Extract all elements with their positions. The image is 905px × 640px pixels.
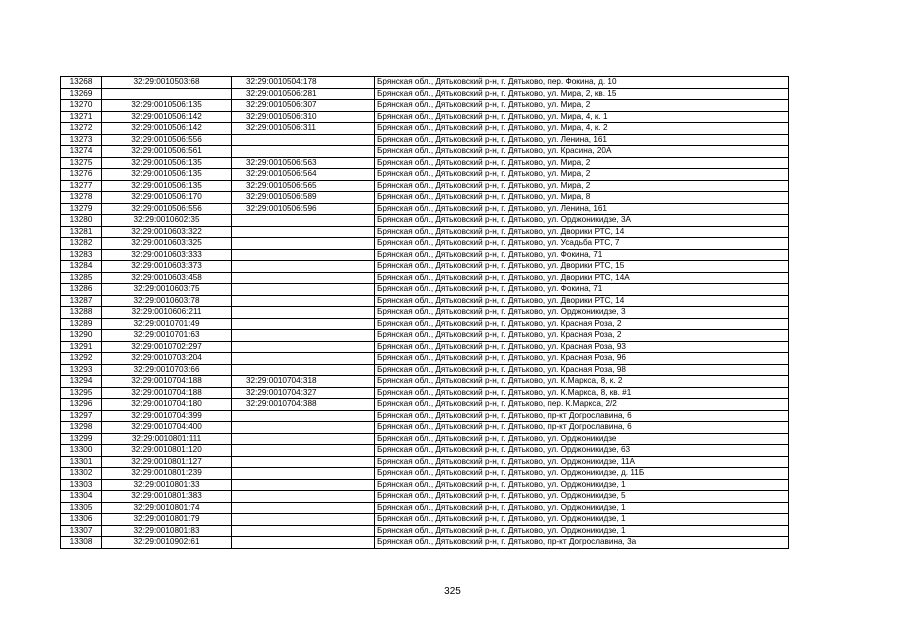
- object-number-cell: 32:29:0010704:388: [232, 399, 375, 411]
- table-row: [61, 88, 789, 100]
- address-cell: Брянская обл., Дятьковский р-н, г. Дятьково, ул. Орджоникидзе, 63: [375, 445, 789, 457]
- object-number-cell: 32:29:0010506:564: [232, 169, 375, 181]
- parcel-number-cell: 32:29:0010603:78: [102, 295, 232, 307]
- parcel-number-cell: 32:29:0010801:79: [102, 514, 232, 526]
- address-cell: Брянская обл., Дятьковский р-н, г. Дятьково, ул. Красина, 20А: [375, 146, 789, 158]
- table-row: [61, 410, 789, 422]
- object-number-cell: [232, 468, 375, 480]
- row-number-cell: 13302: [61, 468, 102, 480]
- table-row: [61, 77, 789, 89]
- table-row: [61, 399, 789, 411]
- row-number-cell: 13286: [61, 284, 102, 296]
- table-row: [61, 445, 789, 457]
- address-cell: Брянская обл., Дятьковский р-н, г. Дятьково, ул. Орджоникидзе, 11А: [375, 456, 789, 468]
- row-number-cell: 13274: [61, 146, 102, 158]
- object-number-cell: [232, 514, 375, 526]
- table-row: [61, 295, 789, 307]
- object-number-cell: 32:29:0010506:563: [232, 157, 375, 169]
- table-row: [61, 111, 789, 123]
- parcel-number-cell: 32:29:0010506:135: [102, 169, 232, 181]
- parcel-number-cell: 32:29:0010702:297: [102, 341, 232, 353]
- address-cell: Брянская обл., Дятьковский р-н, г. Дятьково, ул. Красная Роза, 98: [375, 364, 789, 376]
- object-number-cell: [232, 284, 375, 296]
- row-number-cell: 13295: [61, 387, 102, 399]
- table-row: [61, 387, 789, 399]
- object-number-cell: [232, 330, 375, 342]
- row-number-cell: 13289: [61, 318, 102, 330]
- row-number-cell: 13284: [61, 261, 102, 273]
- object-number-cell: [232, 261, 375, 273]
- parcel-number-cell: 32:29:0010602:35: [102, 215, 232, 227]
- parcel-number-cell: [102, 88, 232, 100]
- object-number-cell: [232, 318, 375, 330]
- address-cell: Брянская обл., Дятьковский р-н, г. Дятьково, ул. Мира, 2: [375, 169, 789, 181]
- row-number-cell: 13280: [61, 215, 102, 227]
- parcel-number-cell: 32:29:0010703:204: [102, 353, 232, 365]
- parcel-number-cell: 32:29:0010506:135: [102, 100, 232, 112]
- object-number-cell: 32:29:0010506:565: [232, 180, 375, 192]
- address-cell: Брянская обл., Дятьковский р-н, г. Дятьково, ул. Орджоникидзе, 5: [375, 491, 789, 503]
- parcel-number-cell: 32:29:0010603:333: [102, 249, 232, 261]
- row-number-cell: 13287: [61, 295, 102, 307]
- parcel-number-cell: 32:29:0010801:127: [102, 456, 232, 468]
- address-cell: Брянская обл., Дятьковский р-н, г. Дятьково, ул. Орджоникидзе: [375, 433, 789, 445]
- parcel-number-cell: 32:29:0010701:49: [102, 318, 232, 330]
- object-number-cell: 32:29:0010506:307: [232, 100, 375, 112]
- address-cell: Брянская обл., Дятьковский р-н, г. Дятьково, ул. Мира, 8: [375, 192, 789, 204]
- address-cell: Брянская обл., Дятьковский р-н, г. Дятьково, пер. К.Маркса, 2/2: [375, 399, 789, 411]
- object-number-cell: [232, 422, 375, 434]
- object-number-cell: [232, 272, 375, 284]
- object-number-cell: [232, 238, 375, 250]
- table-row: [61, 353, 789, 365]
- address-cell: Брянская обл., Дятьковский р-н, г. Дятьково, ул. Орджоникидзе, 1: [375, 514, 789, 526]
- table-row: [61, 203, 789, 215]
- parcel-number-cell: 32:29:0010701:63: [102, 330, 232, 342]
- object-number-cell: [232, 146, 375, 158]
- object-number-cell: [232, 364, 375, 376]
- object-number-cell: 32:29:0010504:178: [232, 77, 375, 89]
- row-number-cell: 13281: [61, 226, 102, 238]
- row-number-cell: 13297: [61, 410, 102, 422]
- row-number-cell: 13308: [61, 537, 102, 549]
- object-number-cell: [232, 226, 375, 238]
- object-number-cell: [232, 537, 375, 549]
- row-number-cell: 13279: [61, 203, 102, 215]
- object-number-cell: [232, 353, 375, 365]
- table-row: [61, 456, 789, 468]
- row-number-cell: 13307: [61, 525, 102, 537]
- row-number-cell: 13296: [61, 399, 102, 411]
- address-cell: Брянская обл., Дятьковский р-н, г. Дятьково, ул. Усадьба РТС, 7: [375, 238, 789, 250]
- table-row: [61, 238, 789, 250]
- table-row: [61, 307, 789, 319]
- object-number-cell: [232, 502, 375, 514]
- table-row: [61, 468, 789, 480]
- table-row: [61, 249, 789, 261]
- address-cell: Брянская обл., Дятьковский р-н, г. Дятьково, пр-кт Догрославина, 6: [375, 410, 789, 422]
- table-row: [61, 157, 789, 169]
- table-row: [61, 537, 789, 549]
- parcel-number-cell: 32:29:0010603:75: [102, 284, 232, 296]
- table-row: [61, 169, 789, 181]
- object-number-cell: [232, 525, 375, 537]
- row-number-cell: 13277: [61, 180, 102, 192]
- address-cell: Брянская обл., Дятьковский р-н, г. Дятьково, ул. Ленина, 161: [375, 134, 789, 146]
- table-row: [61, 491, 789, 503]
- object-number-cell: [232, 307, 375, 319]
- table-row: [61, 479, 789, 491]
- object-number-cell: [232, 249, 375, 261]
- row-number-cell: 13273: [61, 134, 102, 146]
- parcel-number-cell: 32:29:0010801:239: [102, 468, 232, 480]
- object-number-cell: [232, 134, 375, 146]
- object-number-cell: 32:29:0010704:318: [232, 376, 375, 388]
- address-cell: Брянская обл., Дятьковский р-н, г. Дятьково, ул. Дворики РТС, 14А: [375, 272, 789, 284]
- address-cell: Брянская обл., Дятьковский р-н, г. Дятьково, ул. Орджоникидзе, 1: [375, 525, 789, 537]
- object-number-cell: 32:29:0010704:327: [232, 387, 375, 399]
- table-row: [61, 100, 789, 112]
- address-cell: Брянская обл., Дятьковский р-н, г. Дятьково, ул. Мира, 2: [375, 100, 789, 112]
- address-cell: Брянская обл., Дятьковский р-н, г. Дятьково, ул. Дворики РТС, 15: [375, 261, 789, 273]
- parcel-number-cell: 32:29:0010704:188: [102, 387, 232, 399]
- row-number-cell: 13299: [61, 433, 102, 445]
- row-number-cell: 13301: [61, 456, 102, 468]
- table-row: [61, 192, 789, 204]
- address-cell: Брянская обл., Дятьковский р-н, г. Дятьково, пр-кт Догрославина, 3а: [375, 537, 789, 549]
- address-cell: Брянская обл., Дятьковский р-н, г. Дятьково, ул. Фокина, 71: [375, 249, 789, 261]
- table-row: [61, 376, 789, 388]
- parcel-number-cell: 32:29:0010801:74: [102, 502, 232, 514]
- parcel-number-cell: 32:29:0010506:556: [102, 134, 232, 146]
- row-number-cell: 13282: [61, 238, 102, 250]
- address-cell: Брянская обл., Дятьковский р-н, г. Дятьково, ул. Мира, 4, к. 2: [375, 123, 789, 135]
- address-cell: Брянская обл., Дятьковский р-н, г. Дятьково, ул. Мира, 4, к. 1: [375, 111, 789, 123]
- row-number-cell: 13305: [61, 502, 102, 514]
- address-cell: Брянская обл., Дятьковский р-н, г. Дятьково, ул. Красная Роза, 96: [375, 353, 789, 365]
- table-row: [61, 180, 789, 192]
- parcel-number-cell: 32:29:0010801:383: [102, 491, 232, 503]
- page-number: 325: [444, 586, 461, 597]
- address-cell: Брянская обл., Дятьковский р-н, г. Дятьково, ул. Красная Роза, 93: [375, 341, 789, 353]
- parcel-number-cell: 32:29:0010704:400: [102, 422, 232, 434]
- address-cell: Брянская обл., Дятьковский р-н, г. Дятьково, ул. Орджоникидзе, д. 11Б: [375, 468, 789, 480]
- parcel-number-cell: 32:29:0010606:211: [102, 307, 232, 319]
- parcel-number-cell: 32:29:0010801:111: [102, 433, 232, 445]
- row-number-cell: 13271: [61, 111, 102, 123]
- object-number-cell: [232, 445, 375, 457]
- object-number-cell: [232, 479, 375, 491]
- registry-table: [60, 76, 789, 549]
- parcel-number-cell: 32:29:0010801:33: [102, 479, 232, 491]
- table-row: [61, 123, 789, 135]
- row-number-cell: 13293: [61, 364, 102, 376]
- address-cell: Брянская обл., Дятьковский р-н, г. Дятьково, ул. Фокина, 71: [375, 284, 789, 296]
- object-number-cell: [232, 410, 375, 422]
- address-cell: Брянская обл., Дятьковский р-н, г. Дятьково, пр-кт Догрославина, 6: [375, 422, 789, 434]
- object-number-cell: [232, 341, 375, 353]
- object-number-cell: 32:29:0010506:281: [232, 88, 375, 100]
- table-row: [61, 261, 789, 273]
- object-number-cell: 32:29:0010506:596: [232, 203, 375, 215]
- parcel-number-cell: 32:29:0010801:83: [102, 525, 232, 537]
- address-cell: Брянская обл., Дятьковский р-н, г. Дятьково, ул. Орджоникидзе, 1: [375, 502, 789, 514]
- address-cell: Брянская обл., Дятьковский р-н, г. Дятьково, ул. Красная Роза, 2: [375, 330, 789, 342]
- row-number-cell: 13268: [61, 77, 102, 89]
- address-cell: Брянская обл., Дятьковский р-н, г. Дятьково, ул. К.Маркса, 8, кв. #1: [375, 387, 789, 399]
- table-row: [61, 134, 789, 146]
- table-row: [61, 226, 789, 238]
- parcel-number-cell: 32:29:0010704:180: [102, 399, 232, 411]
- address-cell: Брянская обл., Дятьковский р-н, г. Дятьково, ул. Ленина, 161: [375, 203, 789, 215]
- address-cell: Брянская обл., Дятьковский р-н, г. Дятьково, ул. Мира, 2: [375, 180, 789, 192]
- object-number-cell: 32:29:0010506:589: [232, 192, 375, 204]
- table-row: [61, 525, 789, 537]
- row-number-cell: 13283: [61, 249, 102, 261]
- row-number-cell: 13276: [61, 169, 102, 181]
- object-number-cell: [232, 456, 375, 468]
- table-row: [61, 422, 789, 434]
- row-number-cell: 13290: [61, 330, 102, 342]
- parcel-number-cell: 32:29:0010902:61: [102, 537, 232, 549]
- parcel-number-cell: 32:29:0010506:556: [102, 203, 232, 215]
- row-number-cell: 13272: [61, 123, 102, 135]
- parcel-number-cell: 32:29:0010506:170: [102, 192, 232, 204]
- address-cell: Брянская обл., Дятьковский р-н, г. Дятьково, ул. Орджоникидзе, 1: [375, 479, 789, 491]
- row-number-cell: 13291: [61, 341, 102, 353]
- parcel-number-cell: 32:29:0010603:373: [102, 261, 232, 273]
- row-number-cell: 13288: [61, 307, 102, 319]
- row-number-cell: 13303: [61, 479, 102, 491]
- object-number-cell: [232, 215, 375, 227]
- address-cell: Брянская обл., Дятьковский р-н, г. Дятьково, ул. Красная Роза, 2: [375, 318, 789, 330]
- parcel-number-cell: 32:29:0010506:142: [102, 123, 232, 135]
- parcel-number-cell: 32:29:0010506:142: [102, 111, 232, 123]
- row-number-cell: 13298: [61, 422, 102, 434]
- row-number-cell: 13294: [61, 376, 102, 388]
- parcel-number-cell: 32:29:0010503:68: [102, 77, 232, 89]
- address-cell: Брянская обл., Дятьковский р-н, г. Дятьково, ул. К.Маркса, 8, к. 2: [375, 376, 789, 388]
- parcel-number-cell: 32:29:0010703:66: [102, 364, 232, 376]
- row-number-cell: 13269: [61, 88, 102, 100]
- registry-table-body: [61, 77, 789, 549]
- parcel-number-cell: 32:29:0010603:458: [102, 272, 232, 284]
- address-cell: Брянская обл., Дятьковский р-н, г. Дятьково, ул. Мира, 2: [375, 157, 789, 169]
- parcel-number-cell: 32:29:0010506:561: [102, 146, 232, 158]
- parcel-number-cell: 32:29:0010704:188: [102, 376, 232, 388]
- table-row: [61, 433, 789, 445]
- table-row: [61, 364, 789, 376]
- parcel-number-cell: 32:29:0010704:399: [102, 410, 232, 422]
- parcel-number-cell: 32:29:0010603:325: [102, 238, 232, 250]
- table-row: [61, 341, 789, 353]
- address-cell: Брянская обл., Дятьковский р-н, г. Дятьково, ул. Дворики РТС, 14: [375, 295, 789, 307]
- address-cell: Брянская обл., Дятьковский р-н, г. Дятьково, ул. Мира, 2, кв. 15: [375, 88, 789, 100]
- table-row: [61, 514, 789, 526]
- row-number-cell: 13300: [61, 445, 102, 457]
- parcel-number-cell: 32:29:0010801:120: [102, 445, 232, 457]
- row-number-cell: 13278: [61, 192, 102, 204]
- table-row: [61, 330, 789, 342]
- parcel-number-cell: 32:29:0010603:322: [102, 226, 232, 238]
- table-row: [61, 318, 789, 330]
- table-row: [61, 146, 789, 158]
- row-number-cell: 13292: [61, 353, 102, 365]
- address-cell: Брянская обл., Дятьковский р-н, г. Дятьково, ул. Орджоникидзе, 3: [375, 307, 789, 319]
- object-number-cell: [232, 295, 375, 307]
- object-number-cell: 32:29:0010506:311: [232, 123, 375, 135]
- parcel-number-cell: 32:29:0010506:135: [102, 157, 232, 169]
- object-number-cell: 32:29:0010506:310: [232, 111, 375, 123]
- table-row: [61, 215, 789, 227]
- object-number-cell: [232, 433, 375, 445]
- address-cell: Брянская обл., Дятьковский р-н, г. Дятьково, ул. Дворики РТС, 14: [375, 226, 789, 238]
- row-number-cell: 13275: [61, 157, 102, 169]
- object-number-cell: [232, 491, 375, 503]
- row-number-cell: 13304: [61, 491, 102, 503]
- row-number-cell: 13270: [61, 100, 102, 112]
- row-number-cell: 13285: [61, 272, 102, 284]
- address-cell: Брянская обл., Дятьковский р-н, г. Дятьково, ул. Орджоникидзе, 3А: [375, 215, 789, 227]
- row-number-cell: 13306: [61, 514, 102, 526]
- table-row: [61, 272, 789, 284]
- table-row: [61, 284, 789, 296]
- address-cell: Брянская обл., Дятьковский р-н, г. Дятьково, пер. Фокина, д. 10: [375, 77, 789, 89]
- parcel-number-cell: 32:29:0010506:135: [102, 180, 232, 192]
- table-row: [61, 502, 789, 514]
